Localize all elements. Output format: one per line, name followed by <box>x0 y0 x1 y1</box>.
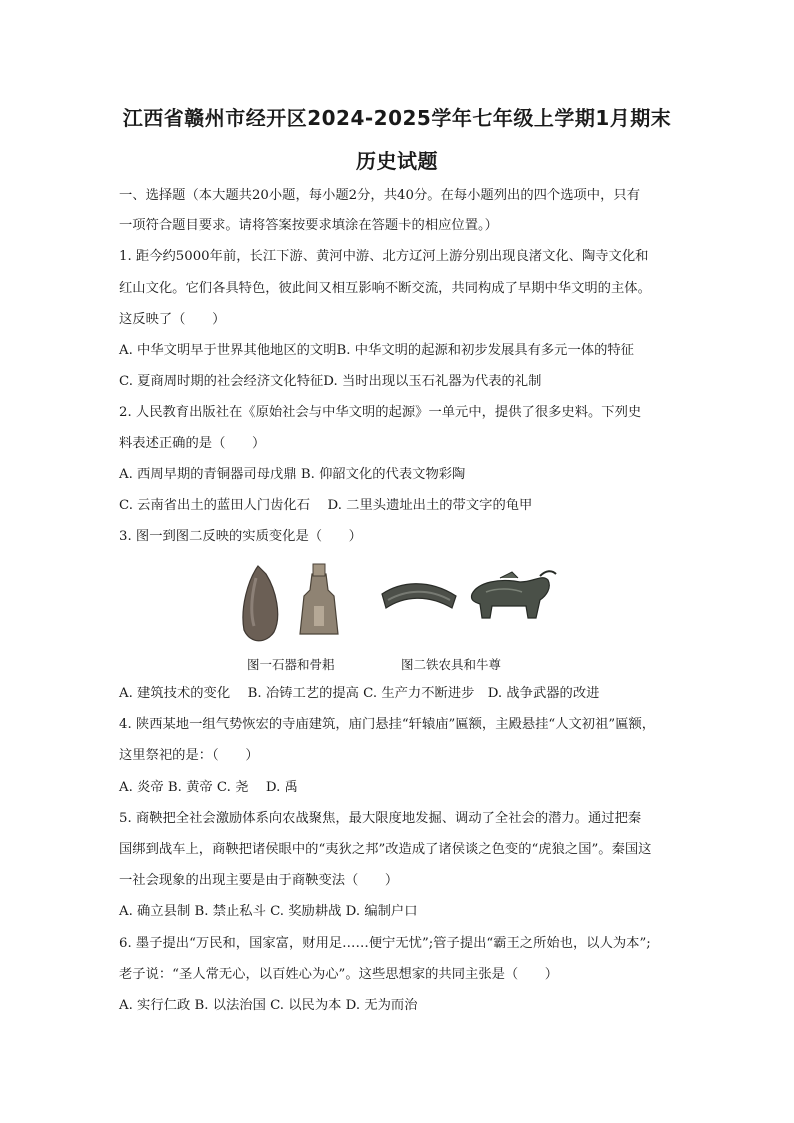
question-3-options: A. 建筑技术的变化 B. 冶铸工艺的提高 C. 生产力不断进步 D. 战争武器的改进 <box>119 686 600 701</box>
question-1-line2: 红山文化。它们各具特色，彼此间又相互影响不断交流，共同构成了早期中华文明的主体。 <box>119 281 651 296</box>
question-1-line3: 这反映了（ ） <box>119 312 226 327</box>
section-instructions-line2: 一项符合题目要求。请将答案按要求填涂在答题卡的相应位置。） <box>119 218 498 233</box>
figure-2-caption: 图二铁农具和牛尊 <box>401 657 502 672</box>
question-4-line2: 这里祭祀的是：（ ） <box>119 748 259 763</box>
iron-tool-image <box>382 584 456 608</box>
stone-tool-image <box>243 566 278 641</box>
question-5-options: A. 确立县制 B. 禁止私斗 C. 奖励耕战 D. 编制户口 <box>119 904 418 919</box>
exam-subtitle: 历史试题 <box>356 149 438 173</box>
question-1-options-ab: A. 中华文明早于世界其他地区的文明B. 中华文明的起源和初步发展具有多元一体的特征 <box>119 343 634 358</box>
question-5-line2: 国绑到战车上，商鞅把诸侯眼中的“夷狄之邦”改造成了诸侯谈之色变的“虎狼之国”。秦国这 <box>119 842 652 857</box>
question-2-options-ab: A. 西周早期的青铜器司母戊鼎 B. 仰韶文化的代表文物彩陶 <box>119 467 466 482</box>
question-2-line1: 2. 人民教育出版社在《原始社会与中华文明的起源》一单元中，提供了很多史料。下列史 <box>119 405 642 420</box>
figure-illustrations <box>0 560 794 650</box>
question-1-line1: 1. 距今约5000年前，长江下游、黄河中游、北方辽河上游分别出现良渚文化、陶寺文化和 <box>119 249 649 264</box>
question-3-figure <box>0 560 794 680</box>
figure-1-caption: 图一石器和骨耜 <box>247 657 335 672</box>
question-6-options: A. 实行仁政 B. 以法治国 C. 以民为本 D. 无为而治 <box>119 998 418 1013</box>
question-6-line2: 老子说：“圣人常无心，以百姓心为心”。这些思想家的共同主张是（ ） <box>119 967 559 982</box>
question-5-line1: 5. 商鞅把全社会激励体系向农战聚焦，最大限度地发掘、调动了全社会的潜力。通过把秦 <box>119 811 642 826</box>
question-1-options-cd: C. 夏商周时期的社会经济文化特征D. 当时出现以玉石礼器为代表的礼制 <box>119 374 542 389</box>
section-instructions-line1: 一、选择题（本大题共20小题，每小题2分，共40分。在每小题列出的四个选项中，只有 <box>119 188 640 203</box>
question-4-line1: 4. 陕西某地一组气势恢宏的寺庙建筑，庙门悬挂“轩辕庙”匾额，主殿悬挂“人文初祖”匾额， <box>119 717 656 732</box>
question-5-line3: 一社会现象的出现主要是由于商鞅变法（ ） <box>119 873 399 888</box>
exam-title: 江西省赣州市经开区2024-2025学年七年级上学期1月期末 <box>122 106 672 130</box>
question-6-line1: 6. 墨子提出“万民和，国家富，财用足……便宁无忧”;管子提出“霸王之所始也，以人为本”; <box>119 936 651 951</box>
question-2-options-cd: C. 云南省出土的蓝田人门齿化石 D. 二里头遗址出土的带文字的龟甲 <box>119 498 533 513</box>
question-4-options: A. 炎帝 B. 黄帝 C. 尧 D. 禹 <box>119 780 298 795</box>
question-3-line1: 3. 图一到图二反映的实质变化是（ ） <box>119 529 362 544</box>
ox-zun-image <box>471 571 556 618</box>
question-2-line2: 料表述正确的是（ ） <box>119 436 266 451</box>
